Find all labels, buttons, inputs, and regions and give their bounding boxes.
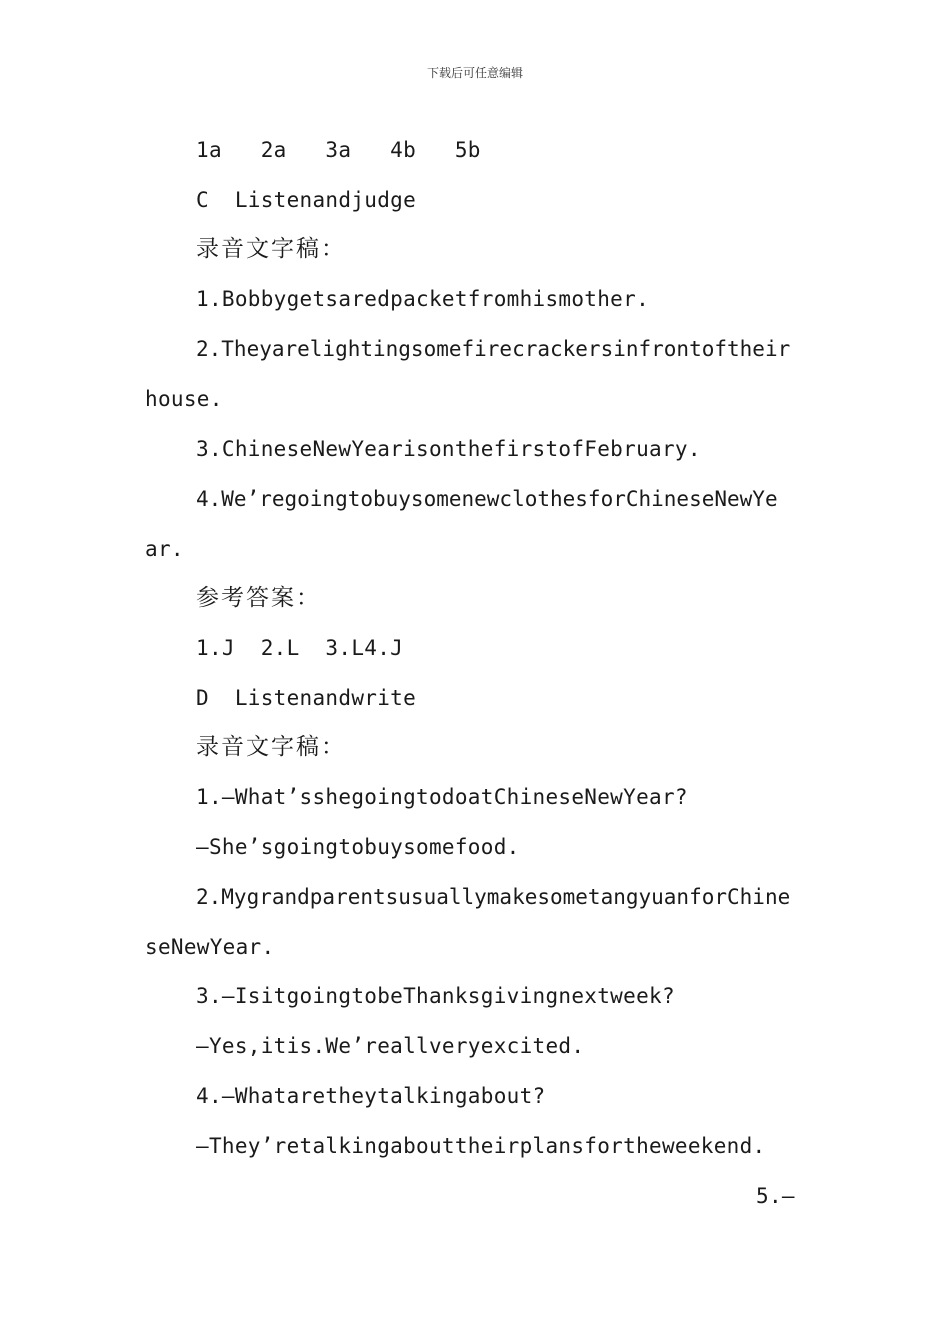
transcript-line: 1.—What’sshegoingtodoatChineseNewYear? <box>196 785 688 809</box>
transcript-line: 2.Theyarelightingsomefirecrackersinfrontoftheir <box>196 337 791 361</box>
transcript-line: 3.ChineseNewYearisonthefirstofFebruary. <box>196 437 701 461</box>
section-d-heading: D Listenandwrite <box>196 686 417 710</box>
transcript-line-continued: house. <box>145 387 223 411</box>
section-c-heading: C Listenandjudge <box>196 188 417 212</box>
page-header: 下载后可任意编辑 <box>426 66 523 80</box>
transcript-line: 2.MygrandparentsusuallymakesometangyuanforChine <box>196 885 791 909</box>
transcript-line: 5.— <box>756 1184 795 1208</box>
answer-line-c: 1.J 2.L 3.L4.J <box>196 636 404 660</box>
answer-line-b: 1a 2a 3a 4b 5b <box>196 138 481 162</box>
transcript-line: 4.—Whataretheytalkingabout? <box>196 1084 546 1108</box>
transcript-line-continued: seNewYear. <box>145 935 275 959</box>
transcript-line: —She’sgoingtobuysomefood. <box>196 835 520 859</box>
transcript-line: 1.Bobbygetsaredpacketfromhismother. <box>196 287 650 311</box>
transcript-line-continued: ar. <box>145 537 184 561</box>
transcript-label: 录音文字稿： <box>196 734 346 760</box>
transcript-line: —Yes,itis.We’reallveryexcited. <box>196 1034 585 1058</box>
answer-key-label: 参考答案： <box>196 585 321 611</box>
transcript-line: 4.We’regoingtobuysomenewclothesforChineseNewYe <box>196 487 778 511</box>
transcript-line: —They’retalkingabouttheirplansfortheweekend. <box>196 1134 766 1158</box>
transcript-label: 录音文字稿： <box>196 236 346 262</box>
transcript-line: 3.—IsitgoingtobeThanksgivingnextweek? <box>196 984 675 1008</box>
